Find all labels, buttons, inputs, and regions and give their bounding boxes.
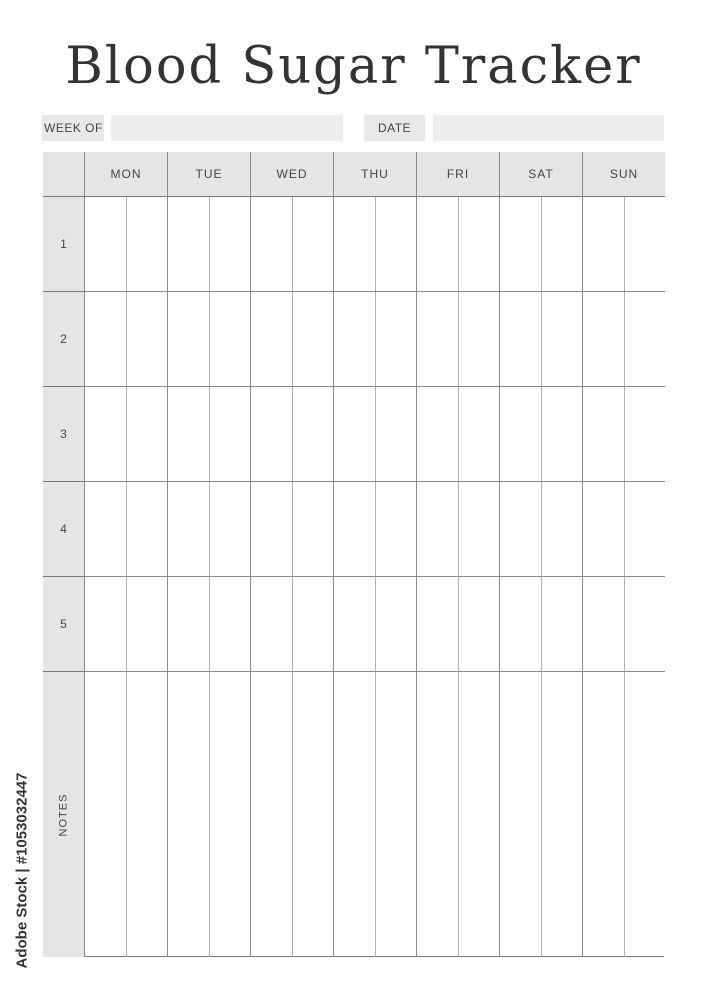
day-header: MON — [84, 152, 167, 197]
reading-cell[interactable] — [84, 292, 167, 387]
grid-corner — [43, 152, 84, 197]
reading-slot-after[interactable] — [541, 577, 582, 671]
notes-slot-left[interactable] — [251, 672, 292, 957]
day-header: FRI — [416, 152, 499, 197]
reading-cell[interactable] — [333, 197, 416, 292]
notes-cell[interactable] — [499, 672, 582, 957]
reading-cell[interactable] — [499, 577, 582, 672]
reading-cell[interactable] — [333, 387, 416, 482]
reading-slot-before[interactable] — [85, 292, 126, 386]
reading-cell[interactable] — [416, 292, 499, 387]
notes-label: NOTES — [57, 793, 70, 836]
notes-slot-right[interactable] — [458, 672, 499, 957]
reading-slot-after[interactable] — [458, 292, 499, 386]
reading-slot-after[interactable] — [126, 292, 167, 386]
reading-slot-after[interactable] — [292, 482, 333, 576]
reading-cell[interactable] — [167, 387, 250, 482]
reading-cell[interactable] — [416, 577, 499, 672]
reading-cell[interactable] — [499, 387, 582, 482]
reading-cell[interactable] — [582, 197, 665, 292]
reading-slot-before[interactable] — [334, 482, 375, 576]
reading-slot-before[interactable] — [417, 482, 458, 576]
reading-slot-after[interactable] — [292, 577, 333, 671]
reading-slot-before[interactable] — [334, 292, 375, 386]
reading-slot-after[interactable] — [541, 292, 582, 386]
reading-slot-after[interactable] — [209, 387, 250, 481]
reading-cell[interactable] — [167, 197, 250, 292]
reading-cell[interactable] — [167, 577, 250, 672]
reading-slot-after[interactable] — [209, 577, 250, 671]
reading-cell[interactable] — [167, 482, 250, 577]
reading-cell[interactable] — [250, 292, 333, 387]
reading-slot-after[interactable] — [541, 197, 582, 291]
reading-cell[interactable] — [582, 387, 665, 482]
row-number: 4 — [43, 482, 84, 577]
notes-cell[interactable] — [582, 672, 665, 957]
reading-slot-after[interactable] — [375, 292, 416, 386]
reading-slot-after[interactable] — [624, 577, 665, 671]
reading-slot-before[interactable] — [168, 577, 209, 671]
reading-slot-after[interactable] — [126, 482, 167, 576]
reading-slot-before[interactable] — [417, 387, 458, 481]
notes-slot-right[interactable] — [292, 672, 333, 957]
reading-slot-after[interactable] — [375, 577, 416, 671]
reading-slot-after[interactable] — [541, 482, 582, 576]
reading-slot-after[interactable] — [209, 197, 250, 291]
reading-slot-after[interactable] — [541, 387, 582, 481]
week-of-label: WEEK OF — [42, 115, 104, 141]
reading-slot-after[interactable] — [292, 387, 333, 481]
reading-slot-after[interactable] — [126, 387, 167, 481]
notes-slot-right[interactable] — [209, 672, 250, 957]
page-title: Blood Sugar Tracker — [65, 37, 642, 96]
reading-cell[interactable] — [84, 577, 167, 672]
reading-slot-after[interactable] — [375, 482, 416, 576]
reading-slot-after[interactable] — [126, 197, 167, 291]
reading-slot-before[interactable] — [583, 292, 624, 386]
day-header: WED — [250, 152, 333, 197]
row-number: 3 — [43, 387, 84, 482]
reading-slot-before[interactable] — [500, 292, 541, 386]
reading-slot-before[interactable] — [168, 197, 209, 291]
reading-cell[interactable] — [582, 577, 665, 672]
row-number: 2 — [43, 292, 84, 387]
reading-slot-after[interactable] — [292, 292, 333, 386]
reading-slot-before[interactable] — [251, 197, 292, 291]
reading-slot-before[interactable] — [168, 482, 209, 576]
day-header: SAT — [499, 152, 582, 197]
reading-slot-before[interactable] — [583, 387, 624, 481]
notes-slot-left[interactable] — [583, 672, 624, 957]
reading-slot-before[interactable] — [251, 292, 292, 386]
reading-slot-after[interactable] — [458, 577, 499, 671]
reading-cell[interactable] — [250, 387, 333, 482]
day-header: SUN — [582, 152, 665, 197]
reading-slot-after[interactable] — [624, 292, 665, 386]
reading-slot-before[interactable] — [583, 197, 624, 291]
reading-slot-before[interactable] — [334, 387, 375, 481]
reading-slot-before[interactable] — [417, 292, 458, 386]
reading-slot-after[interactable] — [292, 197, 333, 291]
reading-slot-after[interactable] — [458, 482, 499, 576]
reading-cell[interactable] — [84, 197, 167, 292]
reading-slot-before[interactable] — [417, 577, 458, 671]
reading-slot-after[interactable] — [126, 577, 167, 671]
reading-slot-after[interactable] — [209, 482, 250, 576]
reading-slot-before[interactable] — [500, 482, 541, 576]
date-label: DATE — [364, 115, 425, 141]
reading-cell[interactable] — [499, 197, 582, 292]
reading-slot-before[interactable] — [251, 577, 292, 671]
date-field[interactable] — [433, 115, 664, 141]
reading-slot-before[interactable] — [85, 577, 126, 671]
reading-slot-after[interactable] — [624, 482, 665, 576]
reading-cell[interactable] — [84, 387, 167, 482]
reading-cell[interactable] — [582, 292, 665, 387]
reading-slot-after[interactable] — [624, 387, 665, 481]
reading-cell[interactable] — [250, 577, 333, 672]
notes-cell[interactable] — [416, 672, 499, 957]
notes-slot-left[interactable] — [334, 672, 375, 957]
reading-slot-before[interactable] — [500, 577, 541, 671]
notes-cell[interactable] — [250, 672, 333, 957]
tracker-grid — [43, 152, 664, 957]
reading-slot-before[interactable] — [168, 292, 209, 386]
reading-slot-before[interactable] — [583, 482, 624, 576]
watermark-text: Adobe Stock | #1053032447 — [13, 772, 31, 968]
notes-slot-left[interactable] — [500, 672, 541, 957]
day-header: TUE — [167, 152, 250, 197]
reading-cell[interactable] — [167, 292, 250, 387]
reading-slot-before[interactable] — [500, 387, 541, 481]
reading-slot-before[interactable] — [85, 197, 126, 291]
watermark — [12, 750, 32, 990]
reading-slot-after[interactable] — [458, 197, 499, 291]
notes-row-header — [43, 672, 84, 957]
notes-cell[interactable] — [84, 672, 167, 957]
reading-slot-after[interactable] — [458, 387, 499, 481]
notes-slot-right[interactable] — [375, 672, 416, 957]
reading-cell[interactable] — [499, 482, 582, 577]
reading-slot-before[interactable] — [251, 387, 292, 481]
reading-slot-before[interactable] — [417, 197, 458, 291]
reading-slot-before[interactable] — [334, 197, 375, 291]
reading-cell[interactable] — [416, 482, 499, 577]
notes-slot-left[interactable] — [85, 672, 126, 957]
reading-slot-before[interactable] — [85, 482, 126, 576]
reading-slot-before[interactable] — [334, 577, 375, 671]
reading-slot-before[interactable] — [168, 387, 209, 481]
reading-slot-after[interactable] — [375, 197, 416, 291]
day-header: THU — [333, 152, 416, 197]
reading-slot-after[interactable] — [624, 197, 665, 291]
reading-slot-after[interactable] — [209, 292, 250, 386]
reading-cell[interactable] — [333, 482, 416, 577]
notes-cell[interactable] — [167, 672, 250, 957]
reading-cell[interactable] — [416, 387, 499, 482]
reading-slot-before[interactable] — [251, 482, 292, 576]
reading-cell[interactable] — [416, 197, 499, 292]
reading-slot-before[interactable] — [85, 387, 126, 481]
reading-cell[interactable] — [582, 482, 665, 577]
reading-cell[interactable] — [84, 482, 167, 577]
notes-slot-right[interactable] — [126, 672, 167, 957]
notes-slot-left[interactable] — [417, 672, 458, 957]
week-of-field[interactable] — [111, 115, 343, 141]
row-number: 5 — [43, 577, 84, 672]
notes-cell[interactable] — [333, 672, 416, 957]
reading-cell[interactable] — [333, 577, 416, 672]
reading-slot-after[interactable] — [375, 387, 416, 481]
row-number: 1 — [43, 197, 84, 292]
reading-cell[interactable] — [250, 197, 333, 292]
notes-slot-left[interactable] — [168, 672, 209, 957]
reading-cell[interactable] — [250, 482, 333, 577]
notes-slot-right[interactable] — [624, 672, 665, 957]
reading-slot-before[interactable] — [583, 577, 624, 671]
reading-cell[interactable] — [499, 292, 582, 387]
reading-slot-before[interactable] — [500, 197, 541, 291]
reading-cell[interactable] — [333, 292, 416, 387]
notes-slot-right[interactable] — [541, 672, 582, 957]
